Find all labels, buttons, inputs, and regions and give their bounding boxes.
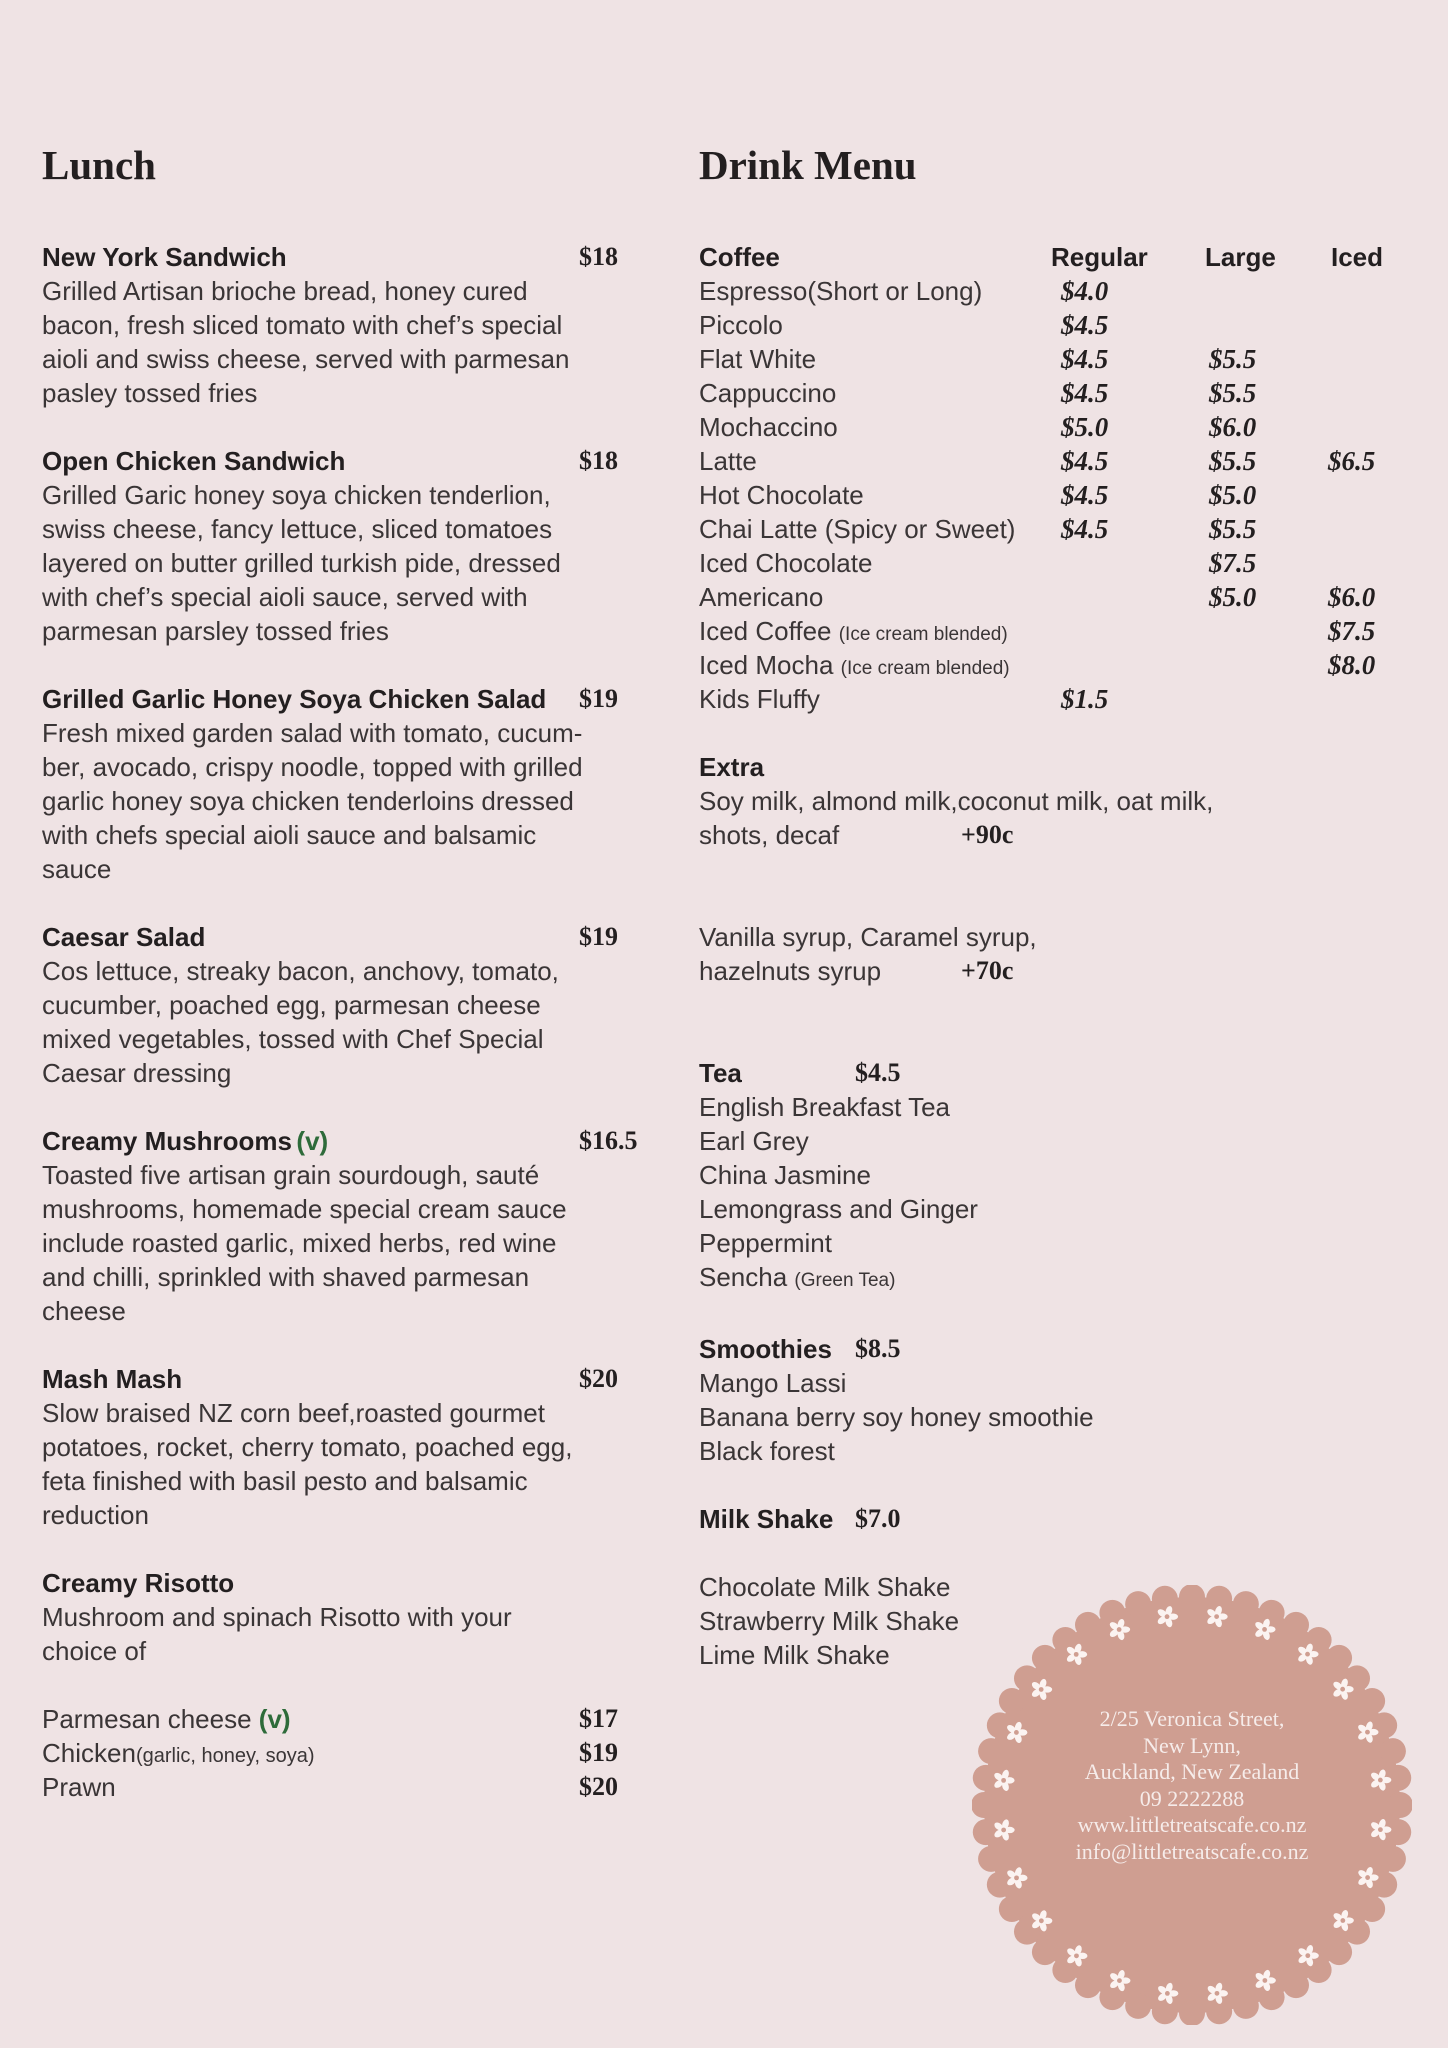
price-regular: $4.5 <box>1061 378 1109 408</box>
coffee-name-text: Americano <box>699 582 824 612</box>
price-regular: $4.5 <box>1061 446 1109 476</box>
dish-chicken-salad <box>42 682 662 886</box>
desc-line: layered on butter grilled turkish pide, dressed <box>42 548 561 578</box>
coffee-name <box>699 308 783 342</box>
coffee-name <box>699 512 1015 546</box>
milkshake-item: Chocolate Milk Shake <box>699 1572 951 1602</box>
option-note: (garlic, honey, soya) <box>135 1745 315 1767</box>
coffee-name-text: Espresso(Short or Long) <box>699 276 983 306</box>
dish-price: $18 <box>579 446 618 475</box>
coffee-name-text: Hot Chocolate <box>699 480 864 510</box>
desc-line: Grilled Garic honey soya chicken tenderlion, <box>42 480 551 510</box>
coffee-item <box>699 444 1409 478</box>
tea-name: English Breakfast Tea <box>699 1092 950 1122</box>
contact-phone: 09 2222288 <box>1139 1785 1245 1811</box>
option-price: $19 <box>579 1738 618 1767</box>
desc-line: sauce <box>42 854 112 884</box>
smoothie-item: Mango Lassi <box>699 1368 847 1398</box>
milkshake-header <box>699 1502 1409 1536</box>
dish-name: Open Chicken Sandwich <box>42 446 346 476</box>
tea-item <box>699 1226 1409 1260</box>
price-regular: $5.0 <box>1061 412 1109 442</box>
coffee-item <box>699 376 1409 410</box>
price-iced: $6.5 <box>1328 446 1376 476</box>
coffee-name-text: Iced Coffee <box>699 616 839 646</box>
desc-line: reduction <box>42 1500 149 1530</box>
coffee-note: (Ice cream blended) <box>840 658 1010 679</box>
dish-description <box>42 716 662 886</box>
option-name: Parmesan cheese <box>42 1704 259 1734</box>
extra-milk-price: +90c <box>961 820 1014 849</box>
desc-line: mushrooms, homemade special cream sauce <box>42 1194 567 1224</box>
desc-line: bacon, fresh sliced tomato with chef’s special <box>42 310 563 340</box>
desc-line: Slow braised NZ corn beef,roasted gourmet <box>42 1398 545 1428</box>
coffee-name-text: Chai Latte (Spicy or Sweet) <box>699 514 1016 544</box>
price-regular: $4.5 <box>1061 514 1109 544</box>
dish-description <box>42 1396 662 1532</box>
coffee-title: Coffee <box>699 242 780 272</box>
desc-line: swiss cheese, fancy lettuce, sliced tomatoes <box>42 514 553 544</box>
dish-description <box>42 478 662 648</box>
coffee-name <box>699 274 982 308</box>
vegetarian-badge: (v) <box>296 1126 329 1156</box>
smoothies-title: Smoothies <box>699 1334 832 1364</box>
coffee-name-text: Flat White <box>699 344 817 374</box>
smoothie-item: Black forest <box>699 1436 835 1466</box>
coffee-name-text: Kids Fluffy <box>699 684 820 714</box>
dish-name: New York Sandwich <box>42 242 287 272</box>
coffee-item <box>699 546 1409 580</box>
coffee-item <box>699 682 1409 716</box>
coffee-name <box>699 546 872 580</box>
coffee-name-text: Piccolo <box>699 310 783 340</box>
extra-milk-line <box>699 818 1409 852</box>
coffee-name <box>699 444 757 478</box>
dish-mash-mash <box>42 1362 662 1532</box>
lunch-title: Lunch <box>42 142 156 188</box>
desc-line: with chefs special aioli sauce and balsamic <box>42 820 537 850</box>
desc-line: cucumber, poached egg, parmesan cheese <box>42 990 541 1020</box>
coffee-name-text: Mochaccino <box>699 412 838 442</box>
option-price: $17 <box>579 1704 618 1733</box>
dish-price: $20 <box>579 1364 618 1393</box>
desc-line: mixed vegetables, tossed with Chef Special <box>42 1024 544 1054</box>
desc-line: include roasted garlic, mixed herbs, red wine <box>42 1228 557 1258</box>
desc-line: Mushroom and spinach Risotto with your <box>42 1602 512 1632</box>
desc-line: choice of <box>42 1636 147 1666</box>
dish-price: $19 <box>579 922 618 951</box>
desc-line: feta finished with basil pesto and balsamic <box>42 1466 528 1496</box>
coffee-list <box>699 274 1409 716</box>
dish-open-chicken-sandwich <box>42 444 662 648</box>
desc-line: Toasted five artisan grain sourdough, sauté <box>42 1160 540 1190</box>
tea-name: Earl Grey <box>699 1126 809 1156</box>
contact-info <box>972 1706 1412 1865</box>
price-iced: $7.5 <box>1328 616 1376 646</box>
tea-item <box>699 1158 1409 1192</box>
coffee-name-text: Iced Chocolate <box>699 548 873 578</box>
coffee-name <box>699 614 1008 652</box>
tea-note: (Green Tea) <box>794 1270 896 1291</box>
price-large: $5.5 <box>1209 514 1257 544</box>
coffee-item <box>699 478 1409 512</box>
coffee-item <box>699 274 1409 308</box>
tea-item <box>699 1260 1409 1298</box>
tea-header <box>699 1056 1409 1090</box>
coffee-item <box>699 614 1409 648</box>
dish-description <box>42 954 662 1090</box>
smoothies-header <box>699 1332 1409 1366</box>
desc-line: aioli and swiss cheese, served with parmesan <box>42 344 570 374</box>
price-regular: $4.0 <box>1061 276 1109 306</box>
tea-name: Sencha <box>699 1262 795 1292</box>
price-iced: $6.0 <box>1328 582 1376 612</box>
dish-description <box>42 1600 662 1668</box>
desc-line: potatoes, rocket, cherry tomato, poached egg, <box>42 1432 573 1462</box>
desc-line: pasley tossed fries <box>42 378 258 408</box>
milkshake-item: Lime Milk Shake <box>699 1640 890 1670</box>
desc-line: with chef’s special aioli sauce, served with <box>42 582 528 612</box>
price-large: $7.5 <box>1209 548 1257 578</box>
dish-new-york-sandwich <box>42 240 662 410</box>
dish-name: Mash Mash <box>42 1364 183 1394</box>
coffee-item <box>699 580 1409 614</box>
smoothie-item: Banana berry soy honey smoothie <box>699 1402 1094 1432</box>
desc-line: Caesar dressing <box>42 1058 232 1088</box>
extra-milk-text: shots, decaf <box>699 820 840 850</box>
price-large: $5.5 <box>1209 446 1257 476</box>
extra-syrup-price: +70c <box>961 956 1014 985</box>
coffee-name <box>699 410 838 444</box>
smoothies-price: $8.5 <box>855 1334 901 1363</box>
lunch-section <box>42 140 662 1838</box>
extra-title: Extra <box>699 752 765 782</box>
coffee-item <box>699 342 1409 376</box>
contact-suburb: New Lynn, <box>1143 1732 1241 1758</box>
extra-syrup-line <box>699 954 1409 988</box>
coffee-name <box>699 478 864 512</box>
dish-creamy-risotto <box>42 1566 662 1804</box>
coffee-name-text: Latte <box>699 446 757 476</box>
dish-caesar-salad <box>42 920 662 1090</box>
option-price: $20 <box>579 1772 618 1801</box>
dish-name: Grilled Garlic Honey Soya Chicken Salad <box>42 684 547 714</box>
milkshake-item: Strawberry Milk Shake <box>699 1606 960 1636</box>
coffee-item <box>699 410 1409 444</box>
contact-address: 2/25 Veronica Street, <box>1099 1706 1285 1731</box>
dish-price: $19 <box>579 684 618 713</box>
coffee-name-text: Cappuccino <box>699 378 837 408</box>
tea-name: China Jasmine <box>699 1160 871 1190</box>
tea-name: Lemongrass and Ginger <box>699 1194 978 1224</box>
coffee-name <box>699 342 816 376</box>
coffee-note: (Ice cream blended) <box>838 624 1008 645</box>
desc-line: Fresh mixed garden salad with tomato, cucum- <box>42 718 583 748</box>
contact-city: Auckland, New Zealand <box>1084 1759 1300 1784</box>
desc-line: cheese <box>42 1296 126 1326</box>
price-large: $5.5 <box>1209 344 1257 374</box>
option-name: Chicken <box>42 1738 136 1768</box>
risotto-option <box>42 1770 662 1804</box>
coffee-name <box>699 376 836 410</box>
extra-syrup-text: hazelnuts syrup <box>699 956 882 986</box>
price-large: $5.0 <box>1209 582 1257 612</box>
drinks-title: Drink Menu <box>699 142 917 188</box>
dish-price: $16.5 <box>579 1126 638 1155</box>
option-name: Prawn <box>42 1772 116 1802</box>
drinks-section <box>699 140 1409 1672</box>
coffee-header <box>699 240 1409 274</box>
dish-name: Caesar Salad <box>42 922 206 952</box>
tea-item <box>699 1192 1409 1226</box>
coffee-name <box>699 682 820 716</box>
desc-line: Grilled Artisan brioche bread, honey cured <box>42 276 528 306</box>
extra-syrup-line: Vanilla syrup, Caramel syrup, <box>699 922 1037 952</box>
tea-name: Peppermint <box>699 1228 832 1258</box>
desc-line: parmesan parsley tossed fries <box>42 616 389 646</box>
dish-description <box>42 274 662 410</box>
coffee-name <box>699 580 823 614</box>
price-large: $5.0 <box>1209 480 1257 510</box>
tea-title: Tea <box>699 1058 742 1088</box>
desc-line: garlic honey soya chicken tenderloins dressed <box>42 786 574 816</box>
contact-website[interactable]: www.littletreatscafe.co.nz <box>1077 1812 1307 1837</box>
desc-line: Cos lettuce, streaky bacon, anchovy, tomato, <box>42 956 559 986</box>
milkshake-price: $7.0 <box>855 1504 901 1533</box>
price-large: $6.0 <box>1209 412 1257 442</box>
risotto-option <box>42 1736 662 1770</box>
tea-item <box>699 1090 1409 1124</box>
dish-description <box>42 1158 662 1328</box>
dish-name: Creamy Risotto <box>42 1568 235 1598</box>
dish-creamy-mushrooms <box>42 1124 662 1328</box>
tea-price: $4.5 <box>855 1058 901 1087</box>
price-large: $5.5 <box>1209 378 1257 408</box>
coffee-name-text: Iced Mocha <box>699 650 841 680</box>
coffee-item <box>699 308 1409 342</box>
desc-line: and chilli, sprinkled with shaved parmesan <box>42 1262 530 1292</box>
col-large: Large <box>1205 242 1276 272</box>
col-iced: Iced <box>1331 242 1384 272</box>
dish-price: $18 <box>579 242 618 271</box>
coffee-name <box>699 648 1010 686</box>
tea-item <box>699 1124 1409 1158</box>
price-iced: $8.0 <box>1328 650 1376 680</box>
coffee-item <box>699 648 1409 682</box>
price-regular: $4.5 <box>1061 344 1109 374</box>
milkshake-title: Milk Shake <box>699 1504 834 1534</box>
price-regular: $1.5 <box>1061 684 1109 714</box>
desc-line: ber, avocado, crispy noodle, topped with grilled <box>42 752 583 782</box>
dish-name: Creamy Mushrooms <box>42 1126 292 1156</box>
vegetarian-badge: (v) <box>258 1704 291 1734</box>
risotto-option <box>42 1702 662 1736</box>
contact-email[interactable]: info@littletreatscafe.co.nz <box>1075 1838 1309 1864</box>
price-regular: $4.5 <box>1061 310 1109 340</box>
extra-milk-line: Soy milk, almond milk,coconut milk, oat milk, <box>699 786 1214 816</box>
col-regular: Regular <box>1051 242 1148 272</box>
price-regular: $4.5 <box>1061 480 1109 510</box>
coffee-item <box>699 512 1409 546</box>
